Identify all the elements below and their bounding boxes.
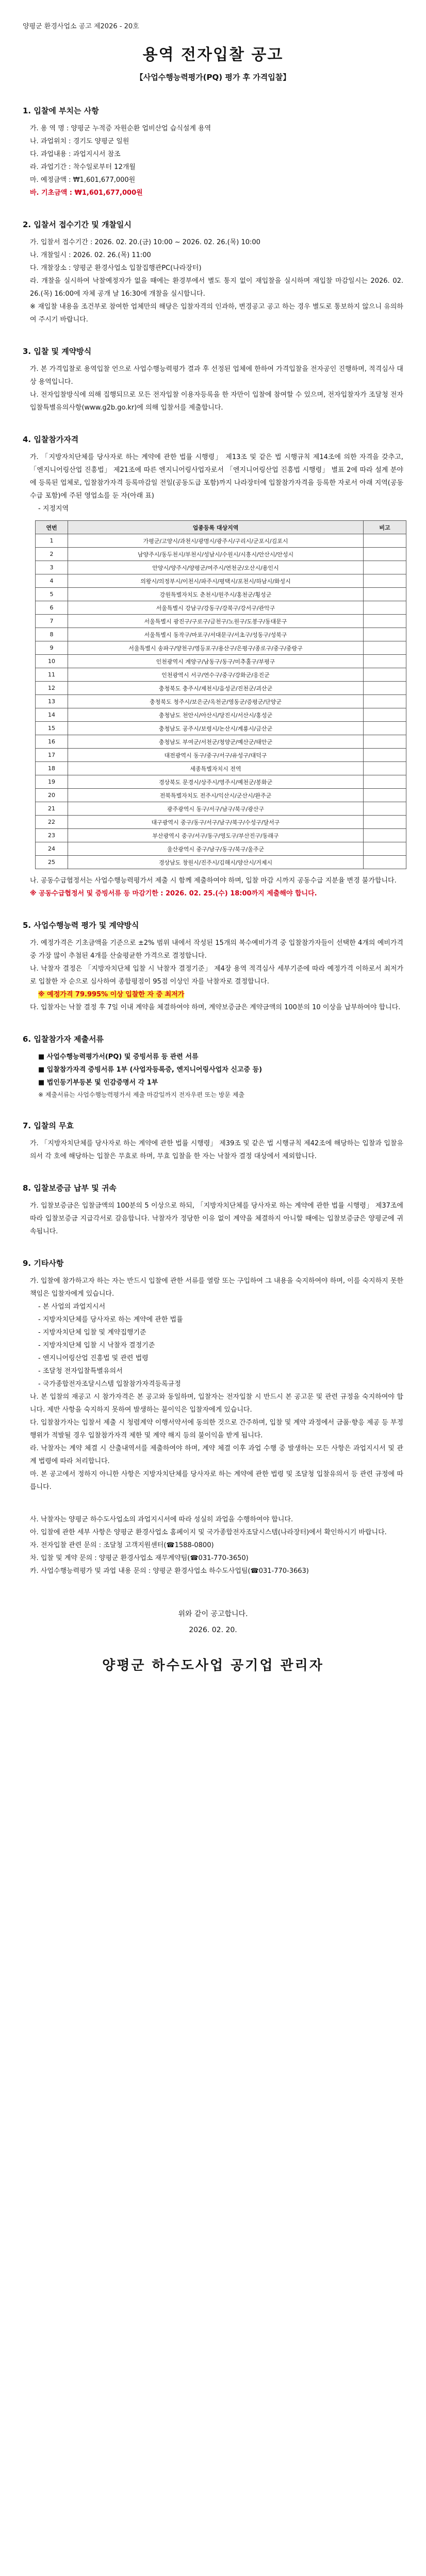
row-number: 6 (36, 601, 68, 615)
consortium-paragraph: 나. 공동수급협정서는 사업수행능력평가서 제출 시 함께 제출하여야 하며, 입찰 마감 시까지 공동수급 지분율 변경 불가합니다. (30, 877, 397, 885)
contract-line: 가. 본 가격입찰로 용역입찰 언으로 사업수행능력평가 결과 후 선정된 업체에 한하여 가격입찰을 전자공인 진행하며, 적격심사 대상 용역입니다. (30, 365, 403, 386)
region-cell: 서울특별시 강남구/강동구/강북구/강서구/관악구 (68, 601, 364, 615)
region-label: - 지정지역 (38, 505, 69, 513)
table-row (36, 789, 406, 802)
table-row (36, 708, 406, 722)
remark-cell (364, 588, 406, 601)
contact-line: 카. 사업수행능력평가 및 과업 내용 문의 : 양평군 환경사업소 하수도사업팀(☎031-770-3663) (30, 1567, 309, 1575)
table-row (36, 842, 406, 856)
region-cell: 광주광역시 동구/서구/남구/북구/광산구 (68, 802, 364, 816)
remark-cell (364, 762, 406, 775)
remark-cell (364, 802, 406, 816)
region-cell: 안양시/양주시/양평군/여주시/연천군/오산시/용인시 (68, 561, 364, 574)
region-cell: 인천광역시 서구/연수구/중구/강화군/옹진군 (68, 668, 364, 682)
row-number: 9 (36, 641, 68, 655)
schedule-line: 나. 개찰일시 : 2026. 02. 26.(목) 11:00 (30, 251, 151, 259)
region-cell: 인천광역시 계양구/남동구/동구/미추홀구/부평구 (68, 655, 364, 668)
eligibility-paragraph: 가. 「지방자치단체를 당사자로 하는 계약에 관한 법률 시행령」 제13조 및 같은 법 시행규칙 제14조에 의한 자격을 갖추고, 「엔지니어링산업 진흥법」 제21조에 따른 엔지니어링사업자로서 「엔지니어링산업 진흥법 시행령」 별표 2에 따라 설계 분야에 등록된 업체로, 입찰참가자격 등록마감일 전일(공동도급 포함)까지 나라장터에 입찰참가자격을 등록한 자로서 아래 지역(공동수급 포함)에 주된 영업소를 둔 자(아래 표) (30, 453, 403, 500)
table-row (36, 615, 406, 628)
section-heading: 3. 입찰 및 계약방식 (23, 347, 92, 356)
column-header: 비고 (364, 521, 406, 534)
region-cell: 대구광역시 중구/동구/서구/남구/북구/수성구/달서구 (68, 816, 364, 829)
table-row (36, 682, 406, 695)
misc-paragraph: 가. 입찰에 참가하고자 하는 자는 반드시 입찰에 관한 서류를 열람 또는 구입하여 그 내용을 숙지하여야 하며, 이를 숙지하지 못한 책임은 입찰자에게 있습니다. (30, 1277, 403, 1298)
region-cell: 경상북도 문경시/상주시/영주시/예천군/봉화군 (68, 775, 364, 789)
row-number: 20 (36, 789, 68, 802)
section-misc (23, 1258, 403, 1494)
section-heading: 5. 사업수행능력 평가 및 계약방식 (23, 921, 139, 930)
table-row (36, 655, 406, 668)
column-header: 업종등록 대상지역 (68, 521, 364, 534)
remark-cell (364, 682, 406, 695)
column-header: 연번 (36, 521, 68, 534)
row-number: 17 (36, 749, 68, 762)
remark-cell (364, 695, 406, 708)
bid-item-line: 라. 과업기간 : 착수일로부터 12개월 (30, 163, 136, 171)
row-number: 5 (36, 588, 68, 601)
table-row (36, 641, 406, 655)
row-number: 13 (36, 695, 68, 708)
region-table-body (36, 534, 406, 869)
schedule-note: ※ 재입찰 내용을 조건부로 참여한 업체만의 해당은 입찰자격의 인과하, 변경공고 공고 하는 경우 별도로 통보하지 않으니 유의하여 주시기 바랍니다. (30, 303, 403, 324)
announcement-date: 2026. 02. 20. (189, 1626, 237, 1634)
schedule-line: 다. 개찰장소 : 양평군 환경사업소 입찰집행관PC(나라장터) (30, 264, 202, 272)
table-row (36, 668, 406, 682)
row-number: 23 (36, 829, 68, 842)
remark-cell (364, 615, 406, 628)
evaluation-paragraph: 다. 입찰자는 낙찰 결정 후 7일 이내 계약을 체결하여야 하며, 계약보증금은 계약금액의 100분의 10 이상을 납부하여야 합니다. (30, 1004, 401, 1011)
section-invalid-bid (23, 1120, 403, 1163)
region-cell: 경상남도 창원시/진주시/김해시/양산시/거제시 (68, 856, 364, 869)
region-table (35, 520, 406, 869)
misc-item: - 지방자치단체 입찰 및 계약집행기준 (38, 1329, 146, 1336)
row-number: 15 (36, 722, 68, 735)
section-eligibility (23, 434, 403, 900)
remark-cell (364, 561, 406, 574)
misc-item: - 국가종합전자조달시스템 입찰참가자격등록규정 (38, 1380, 181, 1388)
document-number: 양평군 환경사업소 공고 제2026 - 20호 (23, 23, 139, 30)
region-cell: 충청남도 천안시/아산시/당진시/서산시/홍성군 (68, 708, 364, 722)
region-cell: 강원특별자치도 춘천시/원주시/홍천군/횡성군 (68, 588, 364, 601)
schedule-line: 라. 개찰을 실시하여 낙찰예정자가 없을 때에는 환경부에서 별도 통지 없이 재입찰을 실시하며 재입찰 마감일시는 2026. 02. 26.(목) 16:00에 자체 공개 날 16:30에 개찰을 실시합니다. (30, 277, 403, 298)
table-header-row (36, 521, 406, 534)
region-cell: 충청남도 부여군/서천군/청양군/예산군/태안군 (68, 735, 364, 749)
table-row (36, 561, 406, 574)
section-heading: 8. 입찰보증금 납부 및 귀속 (23, 1183, 117, 1193)
region-cell: 서울특별시 동작구/마포구/서대문구/서초구/성동구/성북구 (68, 628, 364, 641)
base-price-line: 바. 기초금액 : ₩1,601,677,000원 (30, 189, 143, 197)
remark-cell (364, 668, 406, 682)
table-row (36, 574, 406, 588)
remark-cell (364, 842, 406, 856)
row-number: 24 (36, 842, 68, 856)
remark-cell (364, 829, 406, 842)
remark-cell (364, 816, 406, 829)
bid-item-line: 나. 과업위치 : 경기도 양평군 일원 (30, 138, 129, 145)
remark-cell (364, 856, 406, 869)
document-item: ■ 사업수행능력평가서(PQ) 및 증빙서류 등 관련 서류 (38, 1053, 199, 1061)
bid-item-line: 다. 과업내용 : 과업지시서 참조 (30, 150, 121, 158)
table-row (36, 628, 406, 641)
section-contract-method (23, 346, 403, 414)
row-number: 3 (36, 561, 68, 574)
table-row (36, 695, 406, 708)
remark-cell (364, 548, 406, 561)
table-row (36, 856, 406, 869)
remark-cell (364, 722, 406, 735)
row-number: 7 (36, 615, 68, 628)
misc-paragraph: 나. 본 입찰의 재공고 시 참가자격은 본 공고와 동일하며, 입찰자는 전자입찰 시 반드시 본 공고문 및 관련 규정을 숙지하여야 합니다. 제반 사항을 숙지하지 못하여 발생하는 불이익은 입찰자에게 있습니다. (30, 1393, 403, 1414)
section-heading: 7. 입찰의 무효 (23, 1121, 74, 1130)
misc-item: - 지방자치단체를 당사자로 하는 계약에 관한 법률 (38, 1316, 183, 1324)
row-number: 8 (36, 628, 68, 641)
closing-statement: 위와 같이 공고합니다. (178, 1610, 248, 1618)
row-number: 16 (36, 735, 68, 749)
contact-line: 사. 낙찰자는 양평군 하수도사업소의 과업지시서에 따라 성실히 과업을 수행하여야 합니다. (30, 1516, 293, 1523)
misc-item: - 지방자치단체 입찰 시 낙찰자 결정기준 (38, 1342, 155, 1349)
evaluation-paragraph: 가. 예정가격은 기초금액을 기준으로 ±2% 범위 내에서 작성된 15개의 복수예비가격 중 입찰참가자들이 선택한 4개의 예비가격 중 가장 많이 추첨된 4개를 산술평균한 가격으로 결정합니다. (30, 939, 403, 960)
region-cell: 부산광역시 중구/서구/동구/영도구/부산진구/동래구 (68, 829, 364, 842)
misc-item: - 조달청 전자입찰특별유의서 (38, 1367, 123, 1375)
section-heading: 2. 입찰서 접수기간 및 개찰일시 (23, 220, 132, 229)
table-row (36, 588, 406, 601)
bid-item-line: 가. 용 역 명 : 양평군 누적증 자원순환 업비산업 습식설계 용역 (30, 125, 211, 132)
contact-line: 아. 입찰에 관한 세부 사항은 양평군 환경사업소 홈페이지 및 국가종합전자조달시스템(나라장터)에서 확인하시기 바랍니다. (30, 1529, 387, 1536)
misc-item: - 엔지니어링산업 진흥법 및 관련 법령 (38, 1354, 149, 1362)
lowest-price-highlight: ※ 예정가격 79.995% 이상 입찰한 자 중 최저가 (38, 991, 185, 998)
row-number: 2 (36, 548, 68, 561)
bid-item-line: 마. 예정금액 : ₩1,601,677,000원 (30, 176, 136, 184)
bid-bond-paragraph: 가. 입찰보증금은 입찰금액의 100분의 5 이상으로 하되, 「지방자치단체를 당사자로 하는 계약에 관한 법률 시행령」 제37조에 따라 입찰보증금 지급각서로 갈음합니다. 낙찰자가 정당한 이유 없이 계약을 체결하지 아니할 때에는 입찰보증금은 양평군에 귀속됩니다. (30, 1202, 403, 1235)
remark-cell (364, 775, 406, 789)
remark-cell (364, 601, 406, 615)
table-row (36, 816, 406, 829)
row-number: 14 (36, 708, 68, 722)
misc-subheading: - 본 사업의 과업지시서 (38, 1303, 106, 1311)
region-cell: 대전광역시 동구/중구/서구/유성구/대덕구 (68, 749, 364, 762)
row-number: 12 (36, 682, 68, 695)
remark-cell (364, 641, 406, 655)
contact-line: 차. 입찰 및 계약 문의 : 양평군 환경사업소 재무계약팀(☎031-770-3650) (30, 1554, 249, 1562)
section-evaluation (23, 920, 403, 1014)
table-row (36, 829, 406, 842)
section-contacts (23, 1513, 403, 1578)
row-number: 4 (36, 574, 68, 588)
row-number: 19 (36, 775, 68, 789)
region-cell: 세종특별자치시 전역 (68, 762, 364, 775)
misc-paragraph: 마. 본 공고에서 정하지 아니한 사항은 지방자치단체를 당사자로 하는 계약에 관한 법령 및 조달청 입찰유의서 등 관련 규정에 따릅니다. (30, 1470, 403, 1491)
remark-cell (364, 749, 406, 762)
section-heading: 1. 입찰에 부치는 사항 (23, 106, 99, 115)
misc-paragraph: 다. 입찰참가자는 입찰서 제출 시 청렴계약 이행서약서에 동의한 것으로 간주하며, 입찰 및 계약 과정에서 금품·향응 제공 등 부정행위가 적발될 경우 입찰참가자격 제한 및 계약 해지 등의 불이익을 받게 됩니다. (30, 1419, 403, 1439)
table-row (36, 722, 406, 735)
table-row (36, 601, 406, 615)
section-documents (23, 1033, 403, 1100)
evaluation-paragraph: 나. 낙찰자 결정은 「지방자치단체 입찰 시 낙찰자 결정기준」 제4장 용역 적격심사 세부기준에 따라 예정가격 이하로서 최저가로 입찰한 자 순으로 심사하여 종합평점이 95점 이상인 자를 낙찰자로 결정합니다. (30, 965, 403, 986)
remark-cell (364, 534, 406, 548)
remark-cell (364, 574, 406, 588)
table-row (36, 735, 406, 749)
table-row (36, 762, 406, 775)
row-number: 22 (36, 816, 68, 829)
row-number: 11 (36, 668, 68, 682)
row-number: 18 (36, 762, 68, 775)
document-item: ■ 입찰참가자격 증빙서류 1부 (사업자등록증, 엔지니어링사업자 신고증 등) (38, 1066, 263, 1074)
deadline-notice: ※ 공동수급협정서 및 증빙서류 등 마감기한 : 2026. 02. 25.(수) 18:00까지 제출해야 합니다. (30, 890, 317, 897)
document-item: ■ 법인등기부등본 및 인감증명서 각 1부 (38, 1079, 158, 1087)
table-row (36, 548, 406, 561)
remark-cell (364, 789, 406, 802)
row-number: 1 (36, 534, 68, 548)
row-number: 25 (36, 856, 68, 869)
row-number: 21 (36, 802, 68, 816)
issuing-organization: 양평군 하수도사업 공기업 관리자 (102, 1658, 324, 1673)
section-heading: 4. 입찰참가자격 (23, 435, 79, 444)
region-cell: 가평군/고양시/과천시/광명시/광주시/구리시/군포시/김포시 (68, 534, 364, 548)
table-row (36, 534, 406, 548)
region-cell: 충청남도 공주시/보령시/논산시/계룡시/금산군 (68, 722, 364, 735)
region-cell: 울산광역시 중구/남구/동구/북구/울주군 (68, 842, 364, 856)
remark-cell (364, 735, 406, 749)
region-cell: 서울특별시 송파구/양천구/영등포구/용산구/은평구/종로구/중구/중랑구 (68, 641, 364, 655)
region-cell: 의왕시/의정부시/이천시/파주시/평택시/포천시/하남시/화성시 (68, 574, 364, 588)
schedule-line: 가. 입찰서 접수기간 : 2026. 02. 20.(금) 10:00 ~ 2026. 02. 26.(목) 10:00 (30, 239, 260, 246)
contract-line: 나. 전자입찰방식에 의해 집행되므로 모든 전자입찰 이용자등록을 한 자만이 입찰에 참여할 수 있으며, 전자입찰자가 조달청 전자입찰특별유의사항(www.g2b.go.kr)에 의해 입찰서를 제출합니다. (30, 391, 403, 412)
region-cell: 서울특별시 광진구/구로구/금천구/노원구/도봉구/동대문구 (68, 615, 364, 628)
section-heading: 6. 입찰참가자 제출서류 (23, 1035, 104, 1044)
page-title: 용역 전자입찰 공고 (142, 46, 284, 64)
region-cell: 충청북도 청주시/보은군/옥천군/영동군/증평군/단양군 (68, 695, 364, 708)
section-schedule (23, 219, 403, 326)
section-heading: 9. 기타사항 (23, 1259, 64, 1268)
document-note: ※ 제출서류는 사업수행능력평가서 제출 마감일까지 전자우편 또는 방문 제출 (38, 1091, 244, 1098)
section-bid-bond (23, 1182, 403, 1238)
region-cell: 전북특별자치도 전주시/익산시/군산시/완주군 (68, 789, 364, 802)
remark-cell (364, 628, 406, 641)
remark-cell (364, 655, 406, 668)
table-row (36, 802, 406, 816)
region-cell: 남양주시/동두천시/부천시/성남시/수원시/시흥시/안산시/안성시 (68, 548, 364, 561)
row-number: 10 (36, 655, 68, 668)
page-subtitle: 【사업수행능력평가(PQ) 평가 후 가격입찰】 (135, 73, 291, 82)
table-row (36, 749, 406, 762)
remark-cell (364, 708, 406, 722)
invalid-bid-paragraph: 가. 「지방자치단체를 당사자로 하는 계약에 관한 법률 시행령」 제39조 및 같은 법 시행규칙 제42조에 해당하는 입찰과 입찰유의서 각 호에 해당하는 입찰은 무효로 하며, 무효 입찰을 한 자는 낙찰자 결정 대상에서 제외합니다. (30, 1140, 403, 1160)
section-bid-items (23, 105, 403, 199)
table-row (36, 775, 406, 789)
region-cell: 충청북도 충주시/제천시/음성군/진천군/괴산군 (68, 682, 364, 695)
misc-paragraph: 라. 낙찰자는 계약 체결 시 산출내역서를 제출하여야 하며, 계약 체결 이후 과업 수행 중 발생하는 모든 사항은 과업지시서 및 관계 법령에 따라 처리합니다. (30, 1445, 403, 1465)
contact-line: 자. 전자입찰 관련 문의 : 조달청 고객지원센터(☎1588-0800) (30, 1541, 214, 1549)
